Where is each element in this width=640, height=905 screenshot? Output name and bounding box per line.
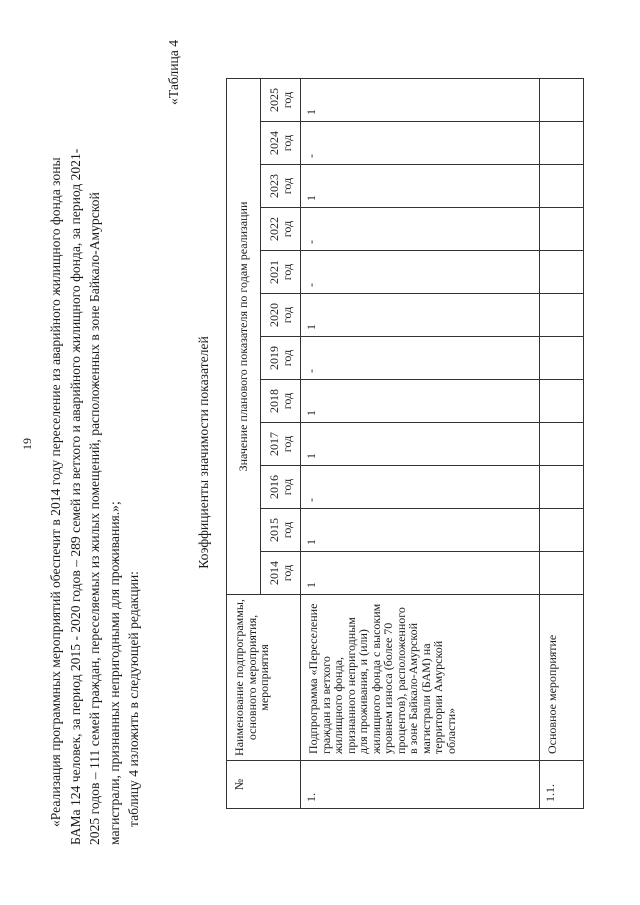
- year-header: 2022 год: [261, 208, 301, 251]
- value-cell: -: [301, 122, 540, 165]
- indicators-table: [226, 78, 584, 809]
- table-label: «Таблица 4: [166, 40, 181, 105]
- page-number: 19: [20, 438, 34, 450]
- year-header: 2014 год: [261, 552, 301, 595]
- table-title: Коэффициенты значимости показателей: [196, 336, 211, 569]
- value-cell: 1: [301, 552, 540, 595]
- header-number: №: [227, 761, 301, 809]
- row-name: Основное мероприятие: [540, 595, 584, 761]
- value-cell: [540, 79, 584, 122]
- row-number: 1.1.: [540, 761, 584, 809]
- year-header: 2020 год: [261, 294, 301, 337]
- value-cell: [540, 552, 584, 595]
- header-name: Наименование подпрограммы, основного мероприятия, мероприятия: [227, 595, 301, 761]
- paragraph-line: «Реализация программных мероприятий обеспечит в 2014 году переселение из аварийного жилищного фонда зоны: [48, 157, 63, 827]
- year-header: 2021 год: [261, 251, 301, 294]
- value-cell: [540, 165, 584, 208]
- value-cell: [540, 208, 584, 251]
- value-cell: [540, 380, 584, 423]
- value-cell: 1: [301, 79, 540, 122]
- table-row: [301, 79, 540, 809]
- value-cell: -: [301, 337, 540, 380]
- year-header: 2025 год: [261, 79, 301, 122]
- year-header: 2024 год: [261, 122, 301, 165]
- year-header: 2017 год: [261, 423, 301, 466]
- paragraph-line: 2025 годов – 111 семей граждан, переселяемых из жилых помещений, расположенных в зоне Байкало-Амурской: [87, 192, 102, 845]
- value-cell: [540, 294, 584, 337]
- year-header: 2018 год: [261, 380, 301, 423]
- header-years-group: Значение планового показателя по годам реализации: [227, 79, 261, 595]
- value-cell: 1: [301, 509, 540, 552]
- value-cell: -: [301, 208, 540, 251]
- paragraph-line: таблицу 4 изложить в следующей редакции:: [126, 571, 141, 827]
- value-cell: 1: [301, 423, 540, 466]
- row-name: Подпрограмма «Переселение граждан из ветхого жилищного фонда, признанного непригодным для проживания, и (или) жилищного фонда с высоким уровнем износа (более 70 процентов), расположенного в зоне Байкало-Амурской магистрали (БАМ) на территории Амурской области»: [301, 595, 540, 761]
- value-cell: 1: [301, 380, 540, 423]
- value-cell: [540, 251, 584, 294]
- value-cell: 1: [301, 165, 540, 208]
- year-header: 2016 год: [261, 466, 301, 509]
- value-cell: [540, 423, 584, 466]
- value-cell: [540, 337, 584, 380]
- value-cell: [540, 122, 584, 165]
- row-number: 1.: [301, 761, 540, 809]
- value-cell: 1: [301, 294, 540, 337]
- year-header: 2015 год: [261, 509, 301, 552]
- value-cell: [540, 466, 584, 509]
- value-cell: -: [301, 251, 540, 294]
- intro-paragraph: [46, 53, 144, 845]
- year-header: 2023 год: [261, 165, 301, 208]
- paragraph-line: магистрали, признанных непригодными для проживания.»;: [106, 501, 122, 845]
- value-cell: -: [301, 466, 540, 509]
- value-cell: [540, 509, 584, 552]
- table-row: [540, 79, 584, 809]
- paragraph-line: БАМа 124 человек, за период 2015 - 2020 годов – 289 семей из ветхого и аварийного жилищного фонда, за период 2021-: [67, 148, 83, 845]
- year-header: 2019 год: [261, 337, 301, 380]
